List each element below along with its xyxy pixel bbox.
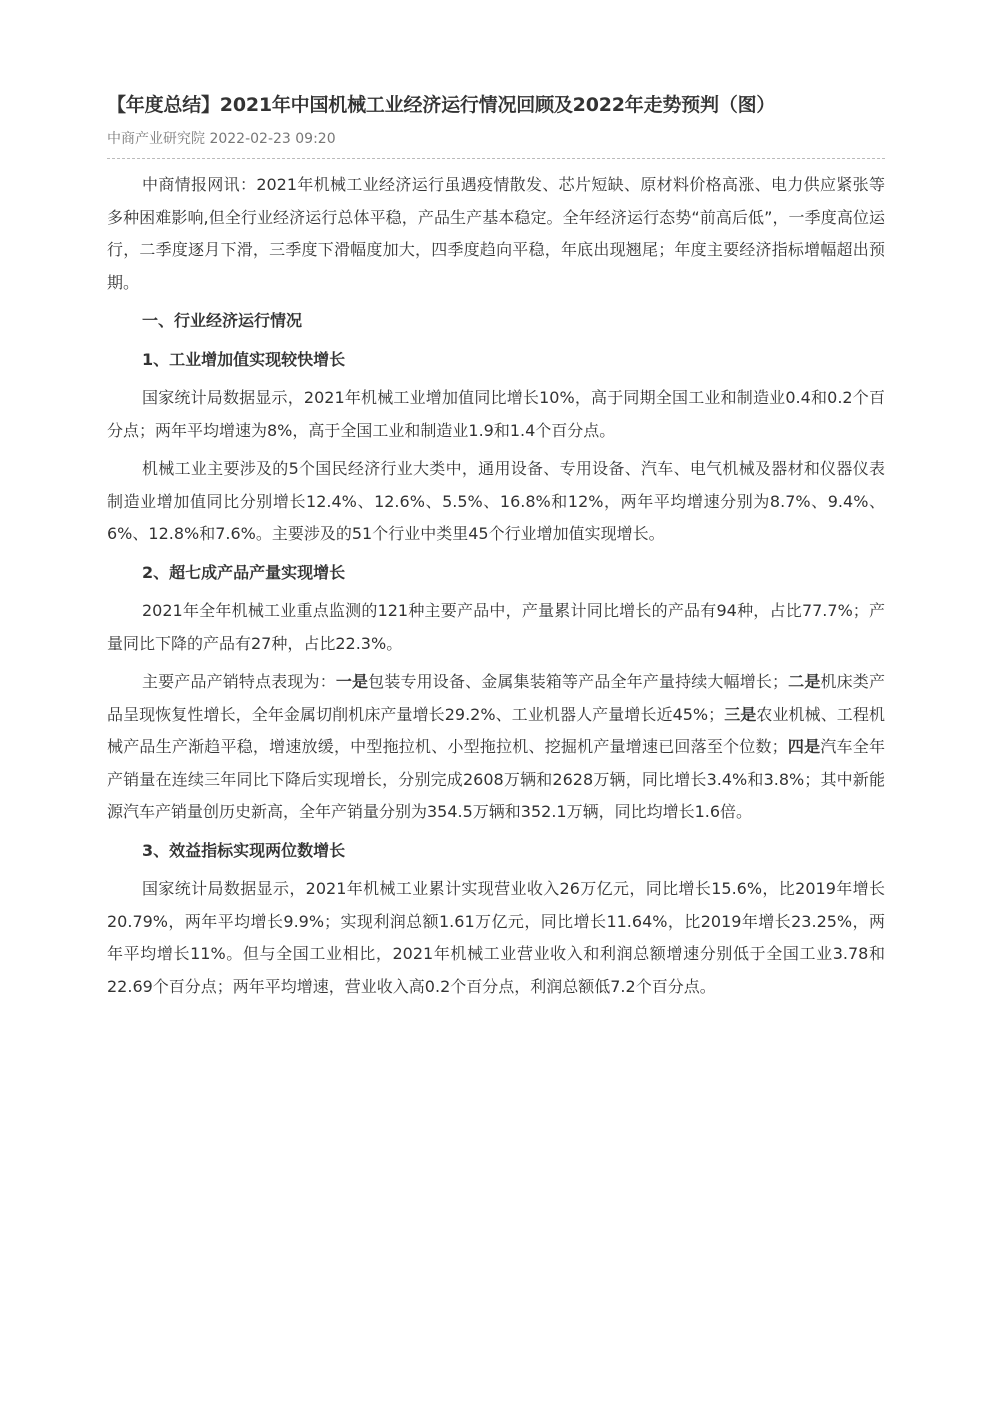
article-body bbox=[107, 169, 885, 1003]
section-heading: 一、行业经济运行情况 bbox=[142, 311, 303, 330]
text-run: 机床类产品呈现恢复性增长，全年金属切削机床产量增长29.2%、工业机器人产量增长近45%； bbox=[107, 672, 885, 724]
paragraph: 国家统计局数据显示，2021年机械工业增加值同比增长10%，高于同期全国工业和制造业0.4和0.2个百分点；两年平均增速为8%，高于全国工业和制造业1.9和1.4个百分点。 bbox=[107, 388, 885, 440]
paragraph: 2021年全年机械工业重点监测的121种主要产品中，产量累计同比增长的产品有94种，占比77.7%；产量同比下降的产品有27种，占比22.3%。 bbox=[107, 601, 885, 653]
emphasis-fourth: 四是 bbox=[787, 737, 821, 756]
paragraph: 机械工业主要涉及的5个国民经济行业大类中，通用设备、专用设备、汽车、电气机械及器材和仪器仪表制造业增加值同比分别增长12.4%、12.6%、5.5%、16.8%和12%，两年平均增速分别为8.7%、9.4%、6%、12.8%和7.6%。主要涉及的51个行业中类里45个行业增加值实现增长。 bbox=[107, 459, 885, 543]
emphasis-second: 二是 bbox=[788, 672, 821, 691]
paragraph: 国家统计局数据显示，2021年机械工业累计实现营业收入26万亿元，同比增长15.6%，比2019年增长20.79%，两年平均增长9.9%；实现利润总额1.61万亿元，同比增长11.64%，比2019年增长23.25%，两年平均增长11%。但与全国工业相比，2021年机械工业营业收入和利润总额增速分别低于全国工业3.78和22.69个百分点；两年平均增速，营业收入高0.2个百分点，利润总额低7.2个百分点。 bbox=[107, 879, 885, 996]
emphasis-first: 一是 bbox=[335, 672, 369, 691]
subsection-heading: 3、效益指标实现两位数增长 bbox=[142, 840, 346, 860]
article-datetime: 2022-02-23 09:20 bbox=[209, 131, 336, 147]
emphasis-third: 三是 bbox=[724, 704, 757, 724]
article-source: 中商产业研究院 bbox=[107, 131, 205, 147]
paragraph-product-features bbox=[107, 666, 885, 829]
paragraph-intro: 中商情报网讯：2021年机械工业经济运行虽遇疫情散发、芯片短缺、原材料价格高涨、电力供应紧张等多种困难影响,但全行业经济运行总体平稳，产品生产基本稳定。全年经济运行态势“前高后低”，一季度高位运行，二季度逐月下滑，三季度下滑幅度加大，四季度趋向平稳，年底出现翘尾；年度主要经济指标增幅超出预期。 bbox=[107, 175, 885, 292]
article bbox=[107, 88, 885, 1009]
text-run: 农业机械、工程机械产品生产渐趋平稳，增速放缓，中型拖拉机、小型拖拉机、挖掘机产量增速已回落至个位数； bbox=[107, 704, 885, 756]
article-title: 【年度总结】2021年中国机械工业经济运行情况回顾及2022年走势预判（图） bbox=[107, 94, 776, 116]
text-run: 汽车全年产销量在连续三年同比下降后实现增长，分别完成2608万辆和2628万辆，同比增长3.4%和3.8%；其中新能源汽车产销量创历史新高，全年产销量分别为354.5万辆和352.1万辆，同比均增长1.6倍。 bbox=[107, 737, 885, 821]
article-meta bbox=[107, 128, 885, 159]
text-run: 主要产品产销特点表现为： bbox=[142, 672, 336, 691]
text-run: 包装专用设备、金属集装箱等产品全年产量持续大幅增长； bbox=[368, 672, 789, 691]
subsection-heading: 1、工业增加值实现较快增长 bbox=[142, 349, 346, 369]
subsection-heading: 2、超七成产品产量实现增长 bbox=[142, 562, 346, 582]
